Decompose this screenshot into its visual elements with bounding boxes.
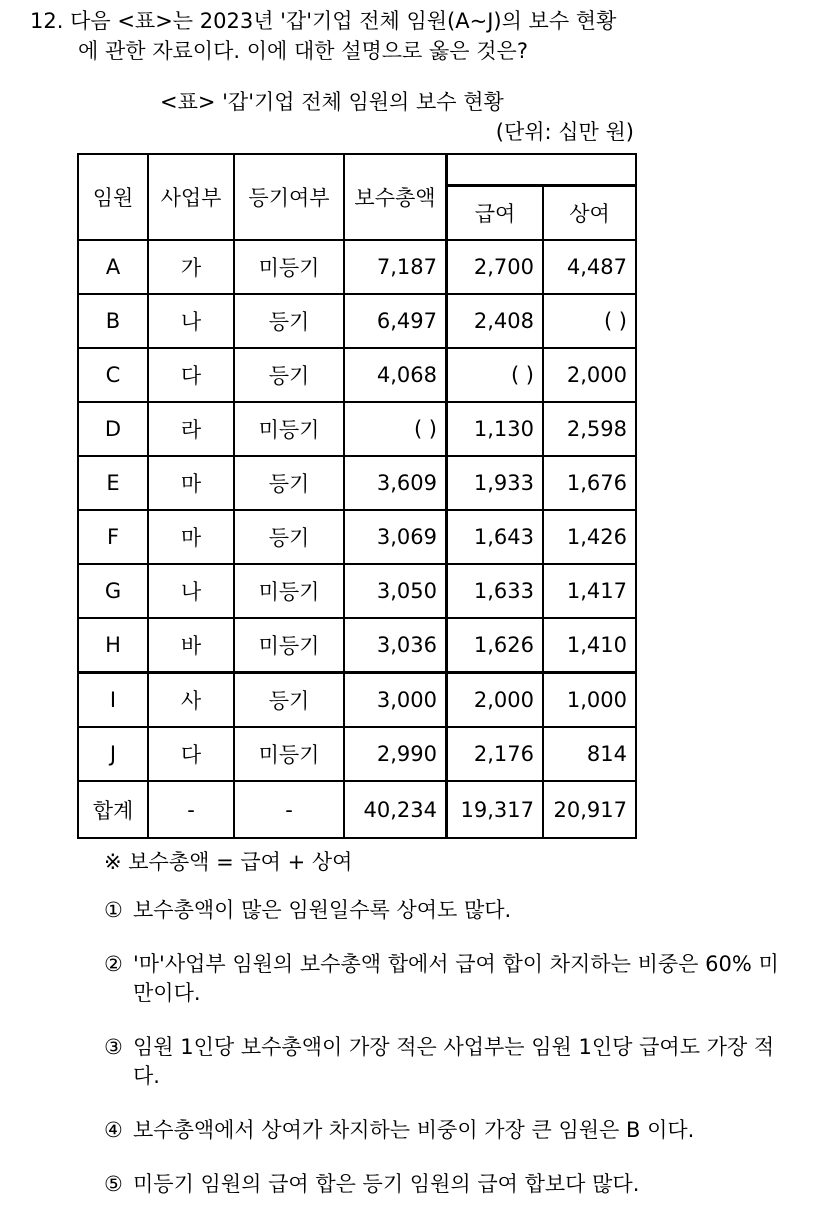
table-cell: 2,990: [344, 727, 447, 781]
option-5[interactable]: [104, 1170, 784, 1199]
table-cell: 6,497: [344, 294, 447, 348]
question-line-1: 12. 다음 <표>는 2023년 '갑'기업 전체 임원(A~J)의 보수 현황: [30, 9, 617, 33]
table-cell: H: [78, 618, 148, 673]
option-text: 미등기 임원의 급여 합은 등기 임원의 급여 합보다 많다.: [133, 1172, 640, 1196]
option-1[interactable]: [104, 896, 784, 925]
table-row: [78, 781, 636, 838]
header-cell: 등기여부: [234, 154, 344, 240]
table-cell: F: [78, 510, 148, 564]
table-cell: 4,068: [344, 348, 447, 402]
compensation-table: [77, 153, 637, 839]
table-cell: 40,234: [344, 781, 447, 838]
table-cell: 1,000: [543, 673, 636, 728]
table-cell: 등기: [234, 456, 344, 510]
table-row: [78, 727, 636, 781]
table-cell: 라: [148, 402, 234, 456]
question-stem: [30, 6, 810, 66]
table-row: [78, 456, 636, 510]
option-number: ⑤: [104, 1172, 123, 1196]
option-text: '마'사업부 임원의 보수총액 합에서 급여 합이 차지하는 비중은 60% 미만이다.: [133, 952, 779, 1005]
table-cell: 1,643: [447, 510, 544, 564]
table-cell: 다: [148, 727, 234, 781]
table-title: <표> '갑'기업 전체 임원의 보수 현황: [160, 90, 504, 114]
table-cell: 나: [148, 564, 234, 618]
table-cell: 3,050: [344, 564, 447, 618]
table-row: [78, 348, 636, 402]
table-cell: 1,410: [543, 618, 636, 673]
table-cell: D: [78, 402, 148, 456]
table-cell: 다: [148, 348, 234, 402]
table-cell: C: [78, 348, 148, 402]
table-cell: 2,176: [447, 727, 544, 781]
table-cell: 1,676: [543, 456, 636, 510]
table-cell: -: [234, 781, 344, 838]
header-cell: 급여: [447, 186, 544, 241]
table-cell: 1,633: [447, 564, 544, 618]
option-number: ②: [104, 952, 123, 976]
table-cell: J: [78, 727, 148, 781]
table-unit: (단위: 십만 원): [495, 120, 634, 144]
table-cell: 19,317: [447, 781, 544, 838]
table-cell: 미등기: [234, 564, 344, 618]
table-row: [78, 510, 636, 564]
table-cell: 7,187: [344, 240, 447, 294]
table-cell: 등기: [234, 510, 344, 564]
table-cell: 사: [148, 673, 234, 728]
table-row: [78, 294, 636, 348]
header-cell: 보수총액: [344, 154, 447, 240]
table-header-row: [78, 154, 636, 186]
table-cell: ( ): [447, 348, 544, 402]
answer-options: [104, 896, 784, 1224]
table-row: [78, 673, 636, 728]
table-cell: 미등기: [234, 240, 344, 294]
table-cell: A: [78, 240, 148, 294]
table-cell: 미등기: [234, 727, 344, 781]
table-cell: 1,626: [447, 618, 544, 673]
option-4[interactable]: [104, 1116, 784, 1145]
table-cell: B: [78, 294, 148, 348]
table-cell: 1,426: [543, 510, 636, 564]
table-row: [78, 240, 636, 294]
option-text: 임원 1인당 보수총액이 가장 적은 사업부는 임원 1인당 급여도 가장 적다.: [133, 1035, 775, 1088]
table-cell: 미등기: [234, 402, 344, 456]
table-cell: 3,069: [344, 510, 447, 564]
table-cell: 마: [148, 456, 234, 510]
table-row: [78, 618, 636, 673]
table-row: [78, 402, 636, 456]
option-text: 보수총액에서 상여가 차지하는 비중이 가장 큰 임원은 B 이다.: [133, 1118, 695, 1142]
header-cell: 상여: [543, 186, 636, 241]
table-note: ※ 보수총액 = 급여 + 상여: [104, 850, 353, 874]
table-cell: 등기: [234, 348, 344, 402]
table-cell: ( ): [344, 402, 447, 456]
option-3[interactable]: [104, 1033, 784, 1091]
table-cell: 3,000: [344, 673, 447, 728]
header-cell: 사업부: [148, 154, 234, 240]
table-cell: 1,933: [447, 456, 544, 510]
table-cell: I: [78, 673, 148, 728]
table-cell: 2,000: [447, 673, 544, 728]
table-cell: 3,036: [344, 618, 447, 673]
table-cell: 20,917: [543, 781, 636, 838]
header-cell: 임원: [78, 154, 148, 240]
table-cell: 미등기: [234, 618, 344, 673]
table-cell: 등기: [234, 294, 344, 348]
table-cell: 1,417: [543, 564, 636, 618]
question-line-2: 에 관한 자료이다. 이에 대한 설명으로 옳은 것은?: [78, 39, 528, 63]
table-cell: 등기: [234, 673, 344, 728]
table-cell: E: [78, 456, 148, 510]
table-cell: 마: [148, 510, 234, 564]
table-cell: 나: [148, 294, 234, 348]
option-text: 보수총액이 많은 임원일수록 상여도 많다.: [133, 898, 512, 922]
table-cell: 2,000: [543, 348, 636, 402]
table-cell: 2,408: [447, 294, 544, 348]
table-cell: 3,609: [344, 456, 447, 510]
header-blank-cell: [447, 154, 637, 186]
table-cell: 바: [148, 618, 234, 673]
option-number: ③: [104, 1035, 123, 1059]
table-cell: 814: [543, 727, 636, 781]
table-cell: ( ): [543, 294, 636, 348]
option-2[interactable]: [104, 950, 784, 1008]
option-number: ④: [104, 1118, 123, 1142]
table-cell: 2,598: [543, 402, 636, 456]
table-cell: 1,130: [447, 402, 544, 456]
table-cell: G: [78, 564, 148, 618]
table-cell: 4,487: [543, 240, 636, 294]
table-cell: 가: [148, 240, 234, 294]
table-cell: 합계: [78, 781, 148, 838]
table-row: [78, 564, 636, 618]
table-cell: -: [148, 781, 234, 838]
option-number: ①: [104, 898, 123, 922]
table-cell: 2,700: [447, 240, 544, 294]
